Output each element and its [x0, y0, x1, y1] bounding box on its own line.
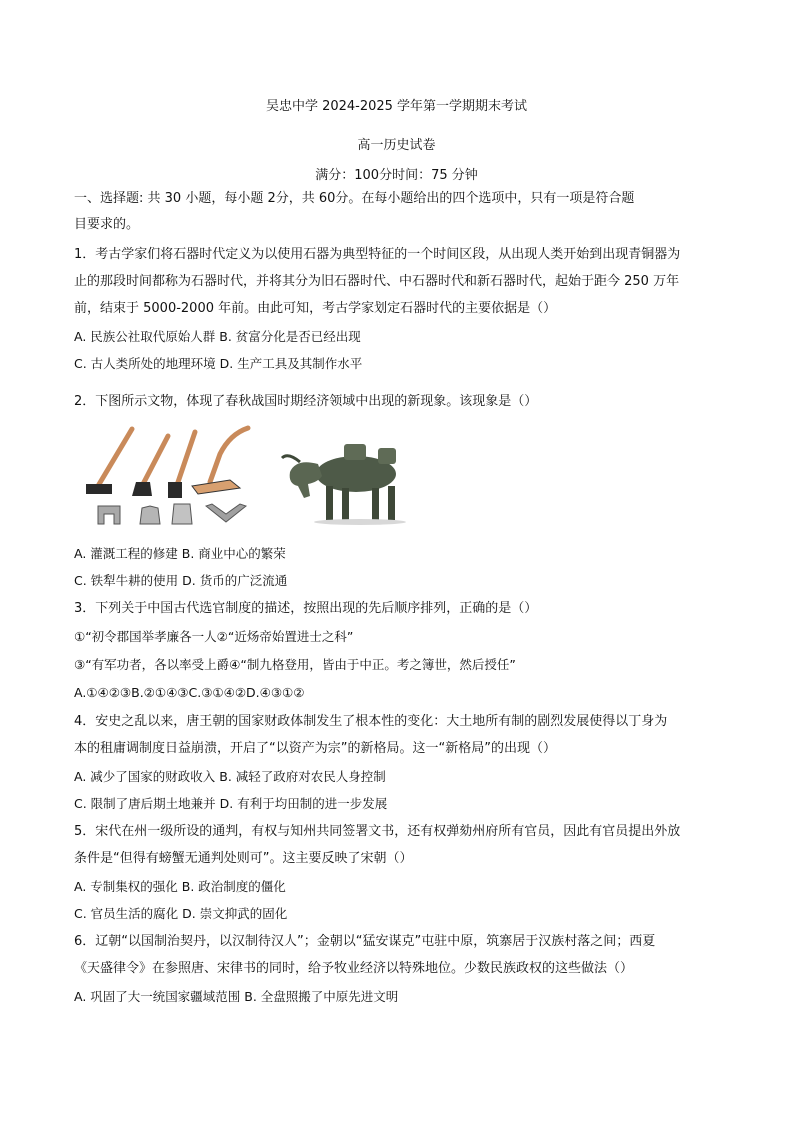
q2-options-1: A. 灌溉工程的修建 B. 商业中心的繁荣	[74, 546, 286, 561]
tool-blade-2	[132, 482, 152, 496]
q3-options-1: A.①④②③B.②①④③C.③①④②D.④③①②	[74, 685, 305, 700]
tool-handle-2	[142, 436, 168, 486]
q2-options-2: C. 铁犁牛耕的使用 D. 货币的广泛流通	[74, 573, 288, 588]
bronze-ox-vessel-image	[278, 428, 418, 528]
ox-leg-2	[342, 488, 349, 520]
q4-line-1: 4．安史之乱以来，唐王朝的国家财政体制发生了根本性的变化：大土地所有制的剧烈发展使得以丁身为	[74, 714, 668, 729]
q2-line-1: 2．下图所示文物，体现了春秋战国时期经济领域中出现的新现象。该现象是（）	[74, 394, 538, 409]
q1-options-1: A. 民族公社取代原始人群 B. 贫富分化是否已经出现	[74, 329, 361, 344]
q3-line-3: ③“有军功者，各以率受上爵④“制九格登用，皆由于中正。考之簿世，然后授任”	[74, 657, 516, 672]
q4-options-1: A. 减少了国家的财政收入 B. 减轻了政府对农民人身控制	[74, 769, 386, 784]
q6-line-1: 6．辽朝“以国制治契丹，以汉制待汉人”；金朝以“猛安谋克”屯驻中原，筑寨居于汉族村落之间；西夏	[74, 934, 656, 949]
ox-head	[290, 462, 322, 498]
loose-blade-2	[140, 506, 160, 524]
loose-blade-3	[172, 504, 192, 524]
loose-blade-1	[98, 506, 120, 524]
q5-line-2: 条件是“但得有螃蟹无通判处则可”。这主要反映了宋朝（）	[74, 851, 413, 866]
exam-subtitle: 高一历史试卷	[357, 138, 436, 153]
ox-horn	[282, 456, 300, 462]
ox-leg-4	[388, 486, 395, 520]
q1-line-1: 1．考古学家们将石器时代定义为以使用石器为典型特征的一个时间区段，从出现人类开始到出现青铜器为	[74, 247, 681, 262]
tool-handle-1	[98, 429, 132, 486]
q1-options-2: C. 古人类所处的地理环境 D. 生产工具及其制作水平	[74, 356, 363, 371]
q4-options-2: C. 限制了唐后期土地兼并 D. 有利于均田制的进一步发展	[74, 796, 388, 811]
instructions-line-1: 一、选择题: 共 30 小题，每小题 2分，共 60分。在每小题给出的四个选项中，只有一项是符合题	[74, 191, 635, 206]
loose-blade-4	[206, 504, 246, 522]
exam-title: 吴忠中学 2024-2025 学年第一学期期末考试	[265, 99, 528, 114]
tool-blade-1	[86, 484, 112, 494]
iron-tools-image	[80, 424, 255, 532]
q3-line-2: ①“初令郡国举孝廉各一人②“近炀帝始置进士之科”	[74, 629, 354, 644]
vessel-cup-2	[378, 448, 396, 464]
q1-line-2: 止的那段时间都称为石器时代，并将其分为旧石器时代、中石器时代和新石器时代，起始于距今 250 万年	[74, 274, 680, 289]
q5-options-1: A. 专制集权的强化 B. 政治制度的僵化	[74, 879, 286, 894]
q4-line-2: 本的租庸调制度日益崩溃，开启了“以资产为宗”的新格局。这一“新格局”的出现（）	[74, 741, 556, 756]
vessel-neck	[344, 444, 366, 460]
q5-options-2: C. 官员生活的腐化 D. 崇文抑武的固化	[74, 906, 288, 921]
tool-blade-4	[192, 480, 240, 494]
tool-handle-4	[210, 428, 248, 482]
q5-line-1: 5．宋代在州一级所设的通判，有权与知州共同签署文书，还有权弹劾州府所有官员，因此有官员提出外放	[74, 824, 681, 839]
tool-blade-3	[168, 482, 182, 498]
ox-shadow	[314, 519, 406, 525]
q3-line-1: 3．下列关于中国古代选官制度的描述，按照出现的先后顺序排列，正确的是（）	[74, 601, 538, 616]
tool-handle-3	[176, 432, 195, 488]
q1-line-3: 前，结束于 5000-2000 年前。由此可知，考古学家划定石器时代的主要依据是（）	[74, 301, 557, 316]
q6-options-1: A. 巩固了大一统国家疆域范围 B. 全盘照搬了中原先进文明	[74, 989, 399, 1004]
q6-line-2: 《天盛律令》在参照唐、宋律书的同时，给予牧业经济以特殊地位。少数民族政权的这些做法（）	[74, 961, 634, 976]
ox-leg-1	[326, 486, 333, 520]
instructions-line-2: 目要求的。	[74, 217, 140, 232]
exam-meta: 满分：100分时间：75 分钟	[315, 168, 478, 183]
ox-leg-3	[372, 488, 379, 520]
